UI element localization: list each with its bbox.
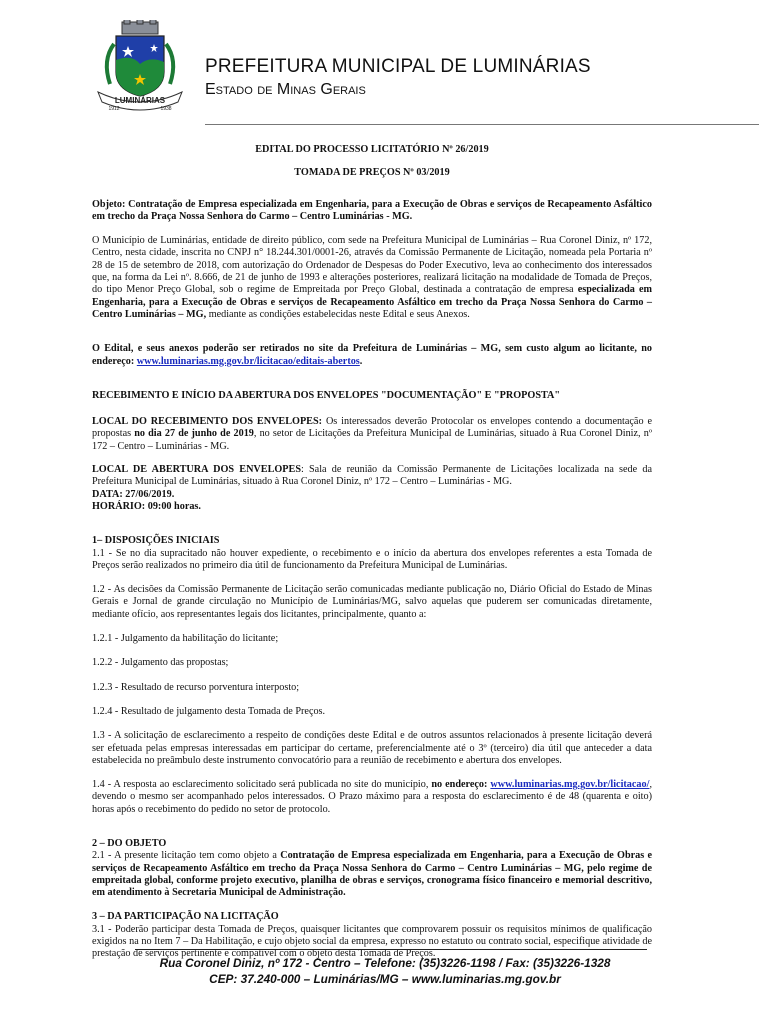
section-1-heading <box>92 535 652 547</box>
item-1-2-2: 1.2.2 - Julgamento das propostas; <box>92 657 229 669</box>
intro-plain: O Município de Luminárias, entidade de direito público, com sede na Prefeitura Municipal de Luminárias – Rua Coronel Diniz, nº 172, Centro, nesta cidade, inscrita no CNPJ n° 18.244.301/0001-26, através da Comissão Permanente de Licitação, nomeada pela Portaria nº 28 de 15 de setembro de 2018, com autorização do Ordenador de Despesas do Poder Executivo, leva ao conhecimento dos interessados que, na forma da Lei nº. 8.666, de 21 de junho de 1993 e alterações posteriores, realizará licitação na modalidade de Tomada de Preços, do tipo Menor Preço Global, sob o regime de Empreitada por Preço Global, destinada a contratação de empresa <box>92 235 652 296</box>
objeto-text: Objeto: Contratação de Empresa especializada em Engenharia, para a Execução de Obras e serviços de Recapeamento Asfáltico em trecho da Praça Nossa Senhora do Carmo – Centro Luminárias - MG. <box>92 198 652 222</box>
edital-end: . <box>359 355 363 367</box>
item-2-1 <box>92 850 652 899</box>
local-aber-label: LOCAL DE ABERTURA DOS ENVELOPES <box>92 464 301 476</box>
footer-divider <box>135 949 647 950</box>
item-2-1-text: 2.1 - A presente licitação tem como objeto a <box>92 850 281 862</box>
item-1-4-rest: , devendo o mesmo ser acompanhado pelos interessados. O Prazo máximo para a resposta do esclarecimento é de 48 (quarenta e oito) horas após o recebimento do pedido no setor de protocolo. <box>92 779 652 815</box>
edital-link[interactable]: www.luminarias.mg.gov.br/licitacao/editais-abertos <box>136 355 360 367</box>
local-receb-date: no dia 27 de junho de 2019 <box>134 428 254 440</box>
section-3-title: 3 – DA PARTICIPAÇÃO NA LICITAÇÃO <box>92 911 279 923</box>
item-1-4-text: 1.4 - A resposta ao esclarecimento solicitado será publicada no site do município, <box>92 779 432 791</box>
local-abertura-paragraph <box>92 464 652 489</box>
org-name: PREFEITURA MUNICIPAL DE LUMINÁRIAS <box>205 56 591 77</box>
item-1-2-3: 1.2.3 - Resultado de recurso porventura interposto; <box>92 681 300 693</box>
section-1-title: 1– DISPOSIÇÕES INICIAIS <box>92 535 220 547</box>
item-1-2-1: 1.2.1 - Julgamento da habilitação do licitante; <box>92 633 279 645</box>
footer-cep: CEP: 37.240-000 – Luminárias/MG – www.luminarias.mg.gov.br <box>209 972 561 986</box>
edital-paragraph <box>92 343 652 368</box>
item-2-1-bold: Contratação de Empresa especializada em Engenharia, para a Execução de Obras e serviços de Recapeamento Asfáltico em trecho da Praça Nossa Senhora do Carmo – Centro Luminárias – MG, pelo regime de empreitada global, conforme projeto executivo, planilha de obras e serviços, cronograma físico financeiro e memorial descritivo, em atendimento à Secretaria Municipal de Administração. <box>92 850 653 899</box>
letterhead <box>0 0 770 130</box>
municipal-coat-of-arms-icon <box>92 20 188 112</box>
seal-year-right: 1938 <box>160 106 172 112</box>
seal-year-left: 1912 <box>108 106 120 112</box>
data-value: DATA: 27/06/2019. <box>92 488 175 500</box>
item-1-1: 1.1 - Se no dia supracitado não houver expediente, o recebimento e o início da abertura dos envelopes referentes a esta Tomada de Preços serão realizados no primeiro dia útil de funcionamento da Prefeitura Municipal de Luminárias. <box>92 547 652 571</box>
objeto-paragraph <box>92 199 652 224</box>
local-recebimento-paragraph <box>92 416 652 453</box>
intro-bold: especializada em Engenharia, para a Execução de Obras e serviços de Recapeamento Asfáltico em trecho da Praça Nossa Senhora do Carmo – Centro Luminárias – MG, <box>92 284 652 320</box>
section-3-heading <box>92 911 652 923</box>
doc-title-process: EDITAL DO PROCESSO LICITATÓRIO Nº 26/2019 <box>255 144 489 155</box>
licitacao-link[interactable]: www.luminarias.mg.gov.br/licitacao/ <box>490 779 650 791</box>
item-1-2: 1.2 - As decisões da Comissão Permanente de Licitação serão comunicadas mediante publicação no, Diário Oficial do Estado de Minas Gerais e Jornal de grande circulação no Município de Luminárias/MG, salvo aquelas que puderem ser comunicadas diretamente, mediante ofício, aos representantes legais dos licitantes, principalmente, quanto a: <box>92 584 652 620</box>
item-1-4 <box>92 779 652 816</box>
item-1-4-endereco: no endereço: <box>431 779 488 791</box>
local-aber-text: : Sala de reunião da Comissão Permanente de Licitações localizada na sede da Prefeitura Municipal de Luminárias, situado à Rua Coronel Diniz, nº 172 – Centro – Luminárias - MG. <box>92 464 652 488</box>
recebimento-title: RECEBIMENTO E INÍCIO DA ABERTURA DOS ENVELOPES "DOCUMENTAÇÃO" E "PROPOSTA" <box>92 389 561 401</box>
seal-text: LUMINÁRIAS <box>114 96 166 105</box>
local-receb-label: LOCAL DO RECEBIMENTO DOS ENVELOPES: <box>92 416 323 428</box>
doc-title-tomada: TOMADA DE PREÇOS Nº 03/2019 <box>294 167 450 179</box>
document-body <box>92 140 652 961</box>
intro-end: mediante as condições estabelecidas neste Edital e seus Anexos. <box>206 308 470 320</box>
item-1-3: 1.3 - A solicitação de esclarecimento a respeito de condições deste Edital e de outros assuntos relacionados à presente licitação deverá ser efetuada pelas empresas interessadas em participar do certame, preferencialmente até o 3º (terceiro) dia útil que anteceder a data estabelecida no preâmbulo deste instrumento convocatório para a reunião de recebimento e abertura dos envelopes. <box>92 730 652 766</box>
edital-text: O Edital, e seus anexos poderão ser retirados no site da Prefeitura de Luminárias – MG, sem custo algum ao licitante, no endereço: <box>92 343 652 367</box>
local-receb-text: Os interessados deverão Protocolar os envelopes contendo a documentação e propostas <box>92 416 652 440</box>
header-divider <box>205 124 759 125</box>
item-3-1: 3.1 - Poderão participar desta Tomada de Preços, quaisquer licitantes que comprovarem possuir os requisitos mínimos de qualificação exigidos na no Item 7 – Da Habilitação, e cujo objeto social da empresa, expresso no estatuto ou contrato social, especifique atividade de prestação de serviços pertinente e compatível com o objeto desta Tomada de Preços. <box>92 923 652 960</box>
item-1-2-4: 1.2.4 - Resultado de julgamento desta Tomada de Preços. <box>92 705 326 717</box>
state-name: Estado de Minas Gerais <box>205 81 366 98</box>
data-line <box>92 489 652 501</box>
section-2-heading <box>92 838 652 850</box>
horario-value: HORÁRIO: 09:00 horas. <box>92 500 201 512</box>
horario-line <box>92 501 652 513</box>
section-2-title: 2 – DO OBJETO <box>92 837 167 849</box>
local-receb-end: , no setor de Licitações da Prefeitura Municipal de Luminárias, situado à Rua Coronel Diniz, nº 172 – Centro – Luminárias - MG. <box>92 428 652 452</box>
recebimento-heading <box>92 390 652 402</box>
intro-paragraph <box>92 235 652 321</box>
footer-address: Rua Coronel Diniz, nº 172 - Centro – Telefone: (35)3226-1198 / Fax: (35)3226-1328 <box>159 956 611 970</box>
